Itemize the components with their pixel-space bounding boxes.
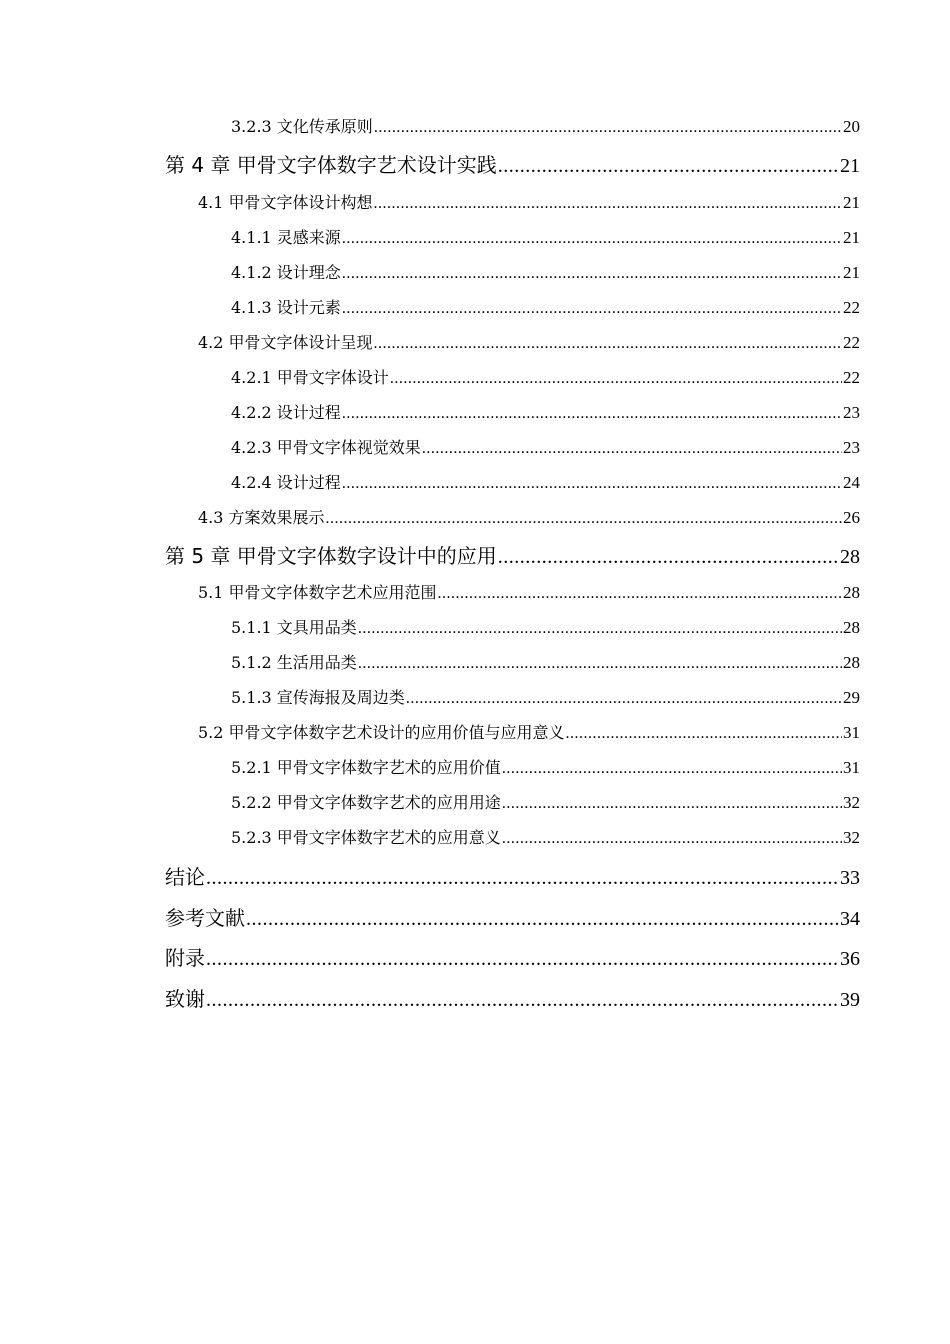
toc-entry[interactable] — [231, 365, 860, 388]
toc-entry-page: 21 — [843, 193, 860, 212]
dot-leader — [566, 725, 842, 743]
toc-entry[interactable] — [231, 755, 860, 778]
toc-entry-page: 28 — [843, 583, 860, 602]
dot-leader — [206, 989, 839, 1012]
toc-chapter[interactable] — [165, 540, 860, 569]
dot-leader — [342, 405, 842, 423]
toc-entry-page: 28 — [843, 653, 860, 672]
toc-entry[interactable] — [231, 470, 860, 493]
toc-entry-label: 5.1.2 生活用品类 — [231, 653, 357, 672]
toc-entry-page: 36 — [840, 948, 860, 970]
dot-leader — [374, 119, 842, 137]
toc-entry-label: 4.2.1 甲骨文字体设计 — [231, 368, 389, 387]
dot-leader — [358, 620, 842, 638]
dot-leader — [422, 440, 842, 458]
toc-entry[interactable] — [231, 225, 860, 248]
toc-chapter[interactable] — [165, 149, 860, 178]
toc-entry-label: 致谢 — [165, 987, 205, 1011]
dot-leader — [374, 195, 842, 213]
toc-entry[interactable] — [231, 435, 860, 458]
toc-entry-page: 31 — [843, 758, 860, 777]
toc-entry[interactable] — [198, 330, 860, 353]
toc-chapter[interactable] — [165, 983, 860, 1012]
toc-entry[interactable] — [198, 505, 860, 528]
toc-entry-page: 29 — [843, 688, 860, 707]
toc-entry-page: 20 — [843, 117, 860, 136]
toc-entry-label: 参考文献 — [165, 906, 245, 930]
dot-leader — [498, 155, 839, 178]
toc-entry-label: 5.1.1 文具用品类 — [231, 618, 357, 637]
toc-entry[interactable] — [198, 190, 860, 213]
toc-entry[interactable] — [231, 400, 860, 423]
toc-entry-label: 4.1.1 灵感来源 — [231, 228, 341, 247]
toc-entry[interactable] — [231, 295, 860, 318]
toc-entry-label: 4.3 方案效果展示 — [198, 508, 325, 527]
toc-entry-page: 32 — [843, 793, 860, 812]
dot-leader — [206, 867, 839, 890]
toc-entry-page: 21 — [843, 263, 860, 282]
dot-leader — [342, 230, 842, 248]
toc-chapter[interactable] — [165, 861, 860, 890]
dot-leader — [326, 510, 842, 528]
toc-entry[interactable] — [198, 720, 860, 743]
dot-leader — [342, 265, 842, 283]
toc-entry-page: 23 — [843, 438, 860, 457]
toc-entry[interactable] — [231, 260, 860, 283]
toc-entry-page: 21 — [840, 155, 860, 177]
toc-entry-label: 4.2 甲骨文字体设计呈现 — [198, 333, 373, 352]
dot-leader — [206, 948, 839, 971]
dot-leader — [502, 795, 842, 813]
toc-entry-label: 5.2.1 甲骨文字体数字艺术的应用价值 — [231, 758, 501, 777]
toc-entry[interactable] — [231, 790, 860, 813]
toc-entry[interactable] — [231, 685, 860, 708]
toc-entry-page: 39 — [840, 989, 860, 1011]
toc-entry-label: 第 5 章 甲骨文字体数字设计中的应用 — [165, 544, 497, 568]
dot-leader — [342, 300, 842, 318]
toc-entry[interactable] — [231, 114, 860, 137]
toc-chapter[interactable] — [165, 902, 860, 931]
dot-leader — [342, 475, 842, 493]
toc-entry[interactable] — [231, 650, 860, 673]
toc-entry-label: 4.1.2 设计理念 — [231, 263, 341, 282]
dot-leader — [358, 655, 842, 673]
toc-entry-label: 第 4 章 甲骨文字体数字艺术设计实践 — [165, 153, 497, 177]
toc-entry-label: 5.2.3 甲骨文字体数字艺术的应用意义 — [231, 828, 501, 847]
toc-entry[interactable] — [198, 580, 860, 603]
toc-entry-page: 33 — [840, 867, 860, 889]
toc-entry-page: 32 — [843, 828, 860, 847]
toc-entry-label: 附录 — [165, 946, 205, 970]
toc-entry-label: 5.1 甲骨文字体数字艺术应用范围 — [198, 583, 437, 602]
toc-entry-page: 28 — [840, 546, 860, 568]
toc-entry-label: 4.1.3 设计元素 — [231, 298, 341, 317]
dot-leader — [438, 585, 842, 603]
toc-entry-page: 21 — [843, 228, 860, 247]
toc-entry-label: 4.2.4 设计过程 — [231, 473, 341, 492]
toc-entry-label: 4.1 甲骨文字体设计构想 — [198, 193, 373, 212]
dot-leader — [246, 908, 839, 931]
toc-entry[interactable] — [231, 615, 860, 638]
toc-entry-page: 34 — [840, 908, 860, 930]
toc-entry-label: 结论 — [165, 865, 205, 889]
dot-leader — [502, 830, 842, 848]
toc-entry-page: 24 — [843, 473, 860, 492]
toc-entry[interactable] — [231, 825, 860, 848]
toc-entry-page: 31 — [843, 723, 860, 742]
dot-leader — [374, 335, 842, 353]
toc-entry-page: 22 — [843, 333, 860, 352]
dot-leader — [498, 546, 839, 569]
dot-leader — [390, 370, 842, 388]
toc-entry-label: 5.2.2 甲骨文字体数字艺术的应用用途 — [231, 793, 501, 812]
toc-entry-label: 3.2.3 文化传承原则 — [231, 117, 373, 136]
toc-entry-label: 5.1.3 宣传海报及周边类 — [231, 688, 405, 707]
dot-leader — [406, 690, 842, 708]
toc-entry-label: 5.2 甲骨文字体数字艺术设计的应用价值与应用意义 — [198, 723, 565, 742]
dot-leader — [502, 760, 842, 778]
toc-entry-page: 26 — [843, 508, 860, 527]
toc-entry-page: 23 — [843, 403, 860, 422]
toc-entry-label: 4.2.2 设计过程 — [231, 403, 341, 422]
toc-entry-page: 22 — [843, 298, 860, 317]
toc-entry-page: 22 — [843, 368, 860, 387]
toc-chapter[interactable] — [165, 942, 860, 971]
toc-entry-page: 28 — [843, 618, 860, 637]
toc-entry-label: 4.2.3 甲骨文字体视觉效果 — [231, 438, 421, 457]
